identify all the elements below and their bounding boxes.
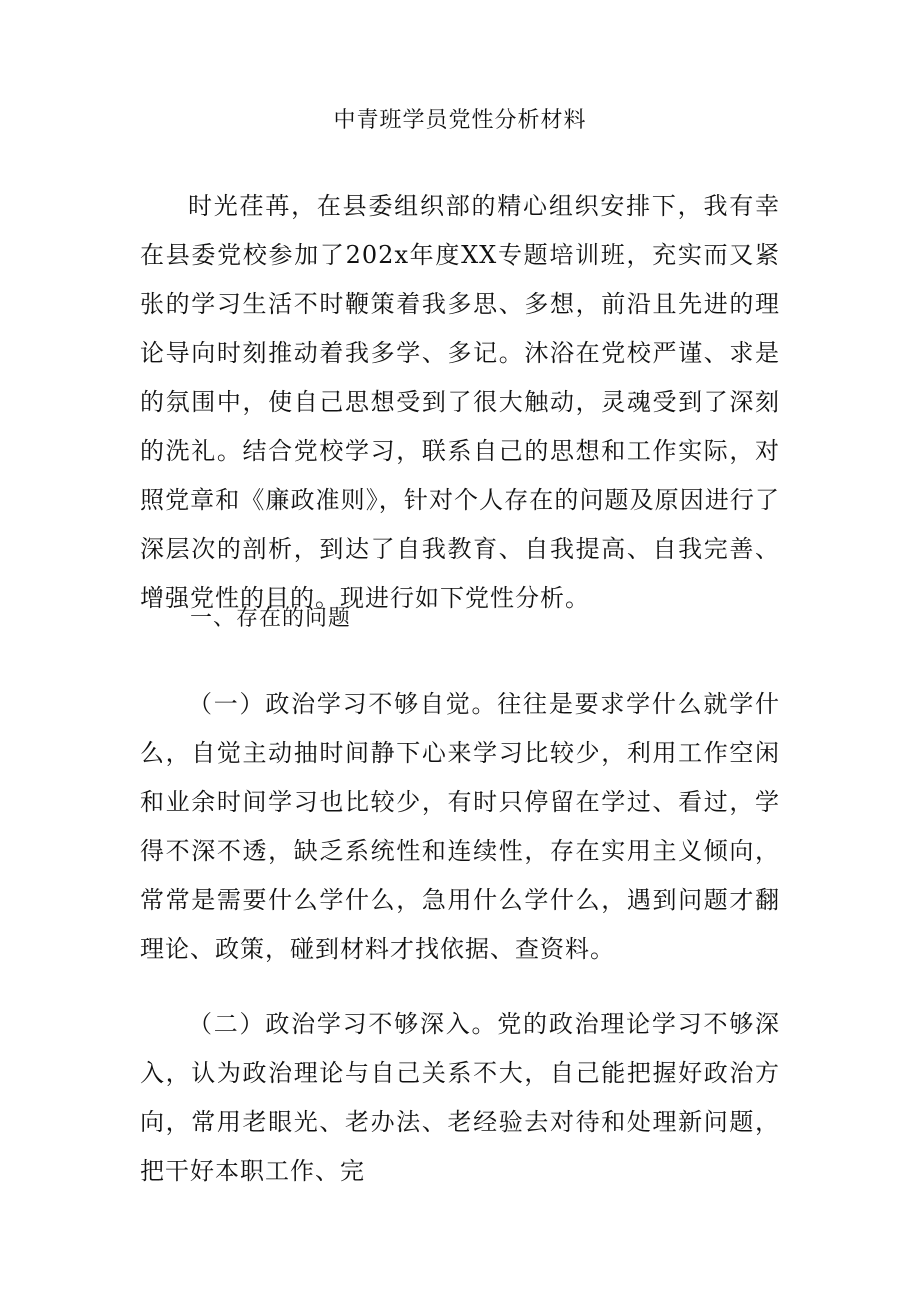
section-heading-problems: 一、存在的问题 — [190, 606, 352, 631]
problem-item-1: （一）政治学习不够自觉。往往是要求学什么就学什么，自觉主动抽时间静下心来学习比较少，利用工作空闲和业余时间学习也比较少，有时只停留在学过、看过，学得不深不透，缺乏系统性和连续性，存在实用主义倾向，常常是需要什么学什么，急用什么学什么，遇到问题才翻理论、政策，碰到材料才找依据、查资料。 — [140, 690, 780, 963]
intro-paragraph: 时光荏苒，在县委组织部的精心组织安排下，我有幸在县委党校参加了202x年度XX专题培训班，充实而又紧张的学习生活不时鞭策着我多思、多想，前沿且先进的理论导向时刻推动着我多学、多记。沐浴在党校严谨、求是的氛围中，使自己思想受到了很大触动，灵魂受到了深刻的洗礼。结合党校学习，联系自己的思想和工作实际，对照党章和《廉政准则》，针对个人存在的问题及原因进行了深层次的剖析，到达了自我教育、自我提高、自我完善、增强党性的目的。现进行如下党性分析。 — [140, 192, 780, 612]
problem-item-2: （二）政治学习不够深入。党的政治理论学习不够深入，认为政治理论与自己关系不大，自己能把握好政治方向，常用老眼光、老办法、老经验去对待和处理新问题，把干好本职工作、完 — [140, 1010, 780, 1185]
document-title: 中青班学员党性分析材料 — [333, 108, 587, 133]
